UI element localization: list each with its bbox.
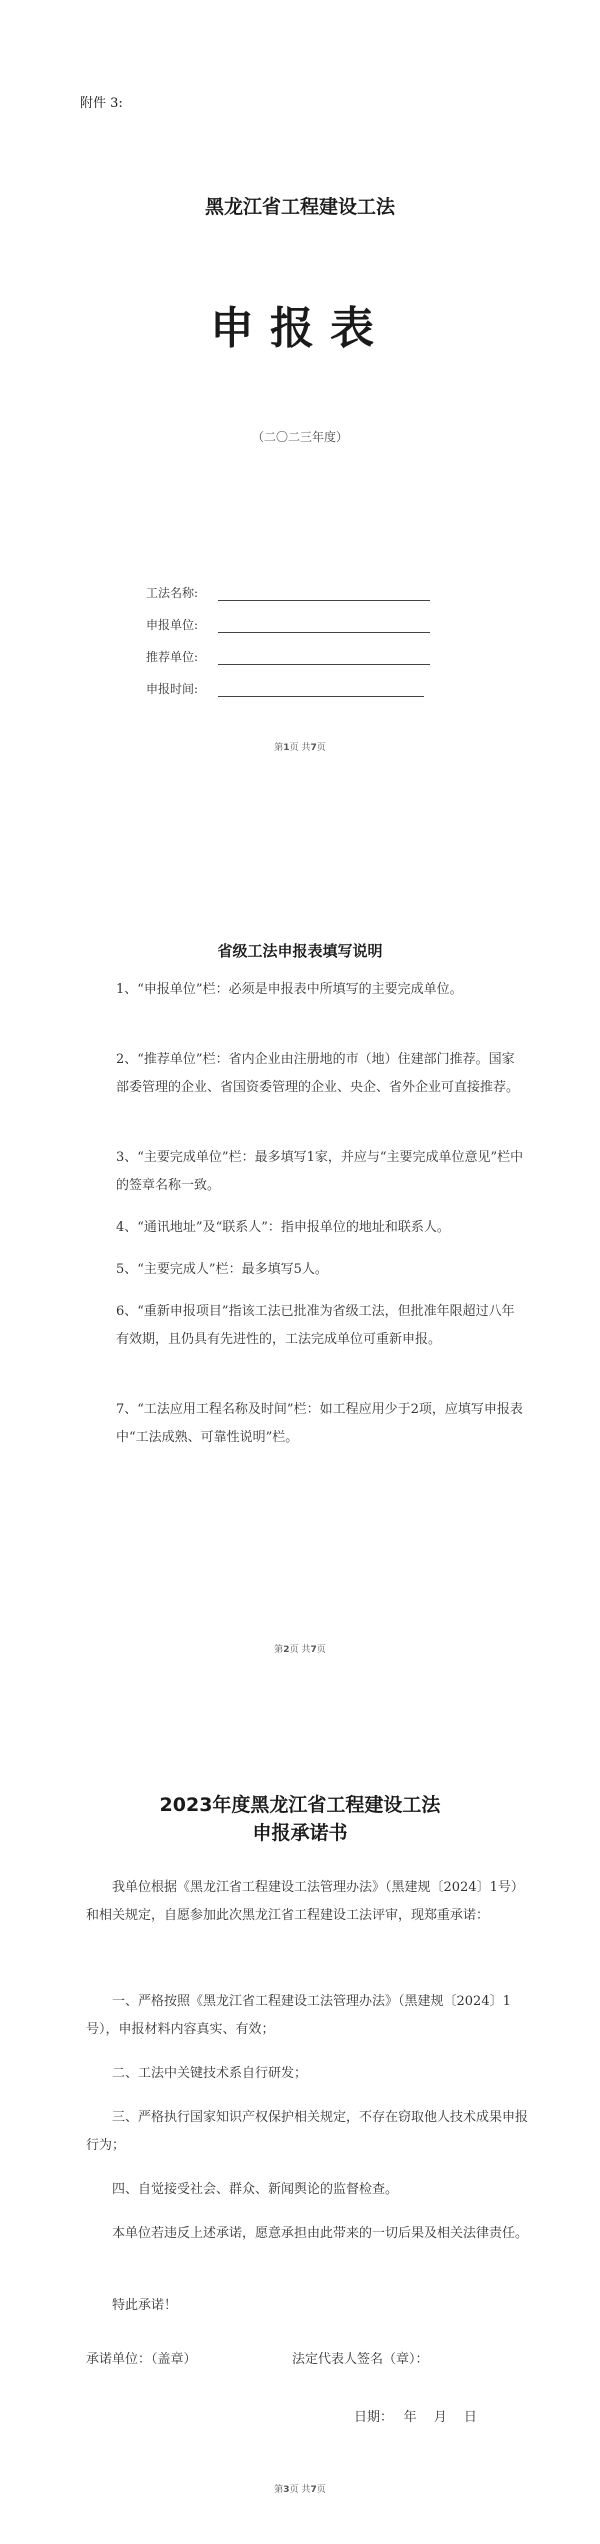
footer-prefix: 第 bbox=[274, 743, 284, 753]
footer-total-pages: 7 bbox=[310, 743, 317, 753]
instruction-item: 2、“推荐单位”栏：省内企业由注册地的市（地）住建部门推荐。国家部委管理的企业、省国资委管理的企业、央企、省外企业可直接推荐。 bbox=[116, 1052, 520, 1095]
page-footer-3 bbox=[0, 2482, 600, 2495]
instruction-item: 1、“申报单位”栏：必须是申报表中所填写的主要完成单位。 bbox=[116, 982, 463, 997]
field-blank-line bbox=[218, 664, 430, 665]
form-year: （二〇二三年度） bbox=[251, 430, 348, 444]
footer-page-number: 1 bbox=[283, 743, 290, 753]
instruction-item: 3、“主要完成单位”栏：最多填写1家，并应与“主要完成单位意见”栏中的签章名称一致。 bbox=[116, 1150, 524, 1193]
field-label: 工法名称: bbox=[146, 586, 199, 600]
field-blank-line bbox=[218, 696, 424, 697]
footer-mid: 页 共 bbox=[289, 1645, 311, 1655]
footer-prefix: 第 bbox=[274, 1645, 284, 1655]
footer-suffix: 页 bbox=[316, 1645, 326, 1655]
field-label: 推荐单位: bbox=[146, 650, 199, 664]
signature-unit-label: 承诺单位：（盖章） bbox=[86, 2352, 197, 2367]
footer-mid: 页 共 bbox=[289, 743, 311, 753]
footer-total-pages: 7 bbox=[310, 1645, 317, 1655]
footer-page-number: 3 bbox=[283, 2485, 290, 2495]
field-recommending-unit bbox=[146, 648, 446, 668]
commitment-paragraph: 一、严格按照《黑龙江省工程建设工法管理办法》（黑建规〔2024〕1号），申报材料内容真实、有效； bbox=[86, 1994, 511, 2037]
commitment-paragraph: 二、工法中关键技术系自行研发； bbox=[112, 2066, 308, 2081]
instruction-item: 7、“工法应用工程名称及时间”栏：如工程应用少于2项，应填写申报表中“工法成熟、可靠性说明”栏。 bbox=[116, 1402, 523, 1445]
footer-suffix: 页 bbox=[316, 2485, 326, 2495]
footer-total-pages: 7 bbox=[310, 2485, 317, 2495]
attachment-label: 附件 3: bbox=[80, 96, 123, 111]
commitment-title-line1: 2023年度黑龙江省工程建设工法 bbox=[159, 1794, 441, 1816]
instruction-item: 6、“重新申报项目”指该工法已批准为省级工法，但批准年限超过八年有效期，且仍具有先进性的，工法完成单位可重新申报。 bbox=[116, 1304, 515, 1347]
footer-page-number: 2 bbox=[283, 1645, 290, 1655]
signature-representative-label: 法定代表人签名（章）： bbox=[292, 2352, 429, 2367]
footer-suffix: 页 bbox=[316, 743, 326, 753]
form-big-title: 申报表 bbox=[210, 303, 390, 354]
commitment-paragraph: 三、严格执行国家知识产权保护相关规定，不存在窃取他人技术成果申报行为； bbox=[86, 2110, 529, 2153]
field-blank-line bbox=[218, 600, 430, 601]
commitment-paragraph: 特此承诺！ bbox=[112, 2298, 178, 2313]
field-blank-line bbox=[218, 632, 430, 633]
instruction-item: 5、“主要完成人”栏：最多填写5人。 bbox=[116, 1262, 328, 1277]
field-label: 申报时间: bbox=[146, 682, 199, 696]
commitment-paragraph: 四、自觉接受社会、群众、新闻舆论的监督检查。 bbox=[112, 2182, 399, 2197]
page-footer-2 bbox=[0, 1642, 600, 1655]
field-applicant-unit bbox=[146, 616, 446, 636]
footer-prefix: 第 bbox=[274, 2485, 284, 2495]
instructions-title: 省级工法申报表填写说明 bbox=[217, 942, 383, 960]
commitment-title-line2: 申报承诺书 bbox=[252, 1822, 348, 1844]
field-method-name bbox=[146, 584, 446, 604]
field-label: 申报单位: bbox=[146, 618, 199, 632]
commitment-paragraph: 本单位若违反上述承诺，愿意承担由此带来的一切后果及相关法律责任。 bbox=[112, 2226, 529, 2241]
instruction-item: 4、“通讯地址”及“联系人”：指申报单位的地址和联系人。 bbox=[116, 1220, 450, 1235]
commitment-paragraph: 我单位根据《黑龙江省工程建设工法管理办法》（黑建规〔2024〕1号）和相关规定，自愿参加此次黑龙江省工程建设工法评审，现郑重承诺： bbox=[86, 1880, 524, 1923]
field-application-date bbox=[146, 680, 446, 700]
page-footer-1 bbox=[0, 740, 600, 753]
date-label: 日期： 年 月 日 bbox=[354, 2410, 477, 2425]
footer-mid: 页 共 bbox=[289, 2485, 311, 2495]
document-title: 黑龙江省工程建设工法 bbox=[204, 196, 395, 218]
